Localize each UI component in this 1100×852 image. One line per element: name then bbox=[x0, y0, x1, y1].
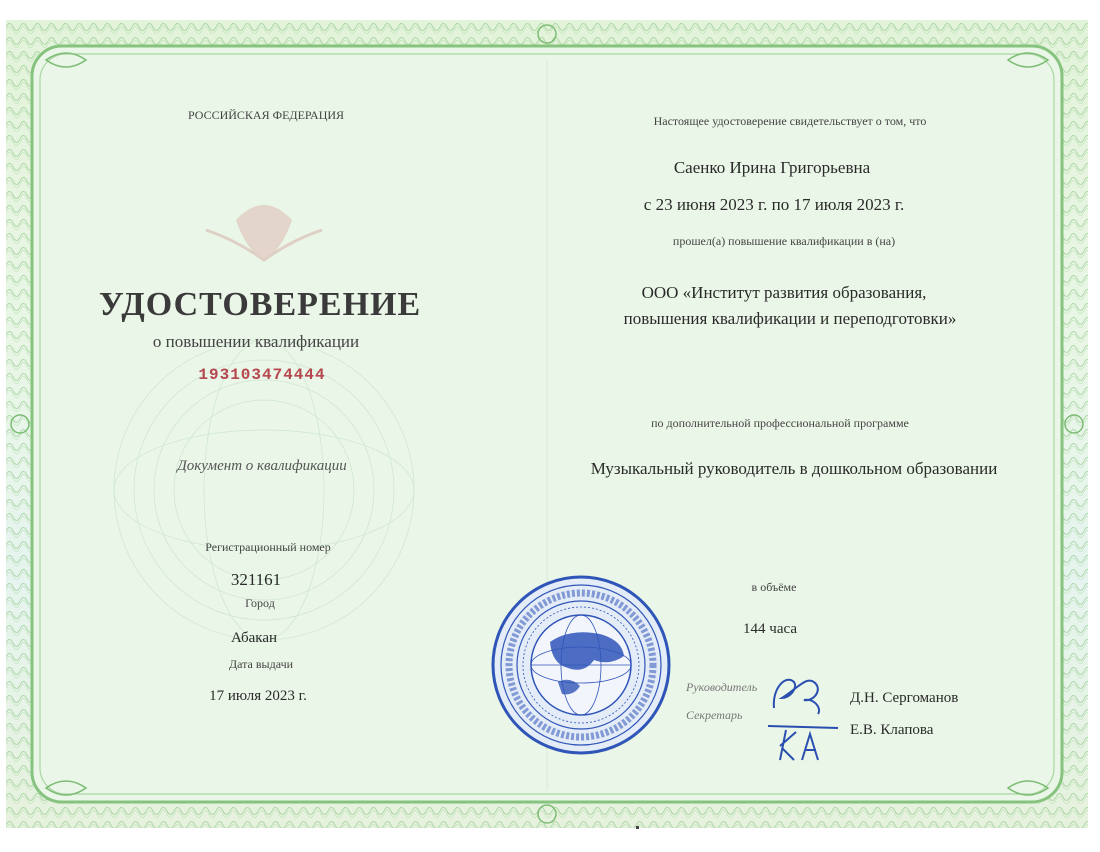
document-type: Документ о квалификации bbox=[177, 458, 347, 474]
registration-number: 321161 bbox=[230, 570, 282, 589]
intro-text: Настоящее удостоверение свидетельствует о том, что bbox=[653, 114, 927, 128]
signature-icon bbox=[766, 720, 840, 766]
serial-number: 193103474444 bbox=[198, 366, 326, 384]
head-name: Д.Н. Сергоманов bbox=[850, 690, 959, 706]
program-name: Музыкальный руководитель в дошкольном образовании bbox=[590, 459, 998, 478]
issue-date: 17 июля 2023 г. bbox=[209, 688, 307, 704]
passed-text: прошел(а) повышение квалификации в (на) bbox=[672, 234, 896, 248]
secretary-role: Секретарь bbox=[686, 708, 743, 722]
volume-value: 144 часа bbox=[743, 621, 797, 637]
globe-icon bbox=[531, 615, 631, 715]
date-label: Дата выдачи bbox=[228, 657, 294, 671]
country-label: РОССИЙСКАЯ ФЕДЕРАЦИЯ bbox=[187, 108, 345, 122]
program-label: по дополнительной профессиональной программе bbox=[651, 416, 909, 430]
certificate-subtitle: о повышении квалификации bbox=[152, 332, 360, 351]
secretary-name: Е.В. Клапова bbox=[850, 722, 934, 738]
certificate bbox=[6, 20, 1088, 828]
certificate-title: УДОСТОВЕРЕНИЕ bbox=[98, 286, 422, 323]
registration-label: Регистрационный номер bbox=[205, 540, 331, 554]
city-label: Город bbox=[245, 596, 275, 610]
signature-icon bbox=[768, 668, 828, 720]
volume-label: в объёме bbox=[751, 580, 797, 594]
city-value: Абакан bbox=[230, 630, 278, 646]
head-role: Руководитель bbox=[686, 680, 758, 694]
recipient-name: Саенко Ирина Григорьевна bbox=[673, 158, 871, 177]
organization-line-2: повышения квалификации и переподготовки» bbox=[623, 309, 957, 328]
scan-mark bbox=[636, 826, 639, 829]
training-period: с 23 июня 2023 г. по 17 июля 2023 г. bbox=[643, 195, 905, 214]
stamp-seal-icon bbox=[488, 572, 674, 758]
organization-line-1: ООО «Институт развития образования, bbox=[641, 283, 927, 302]
